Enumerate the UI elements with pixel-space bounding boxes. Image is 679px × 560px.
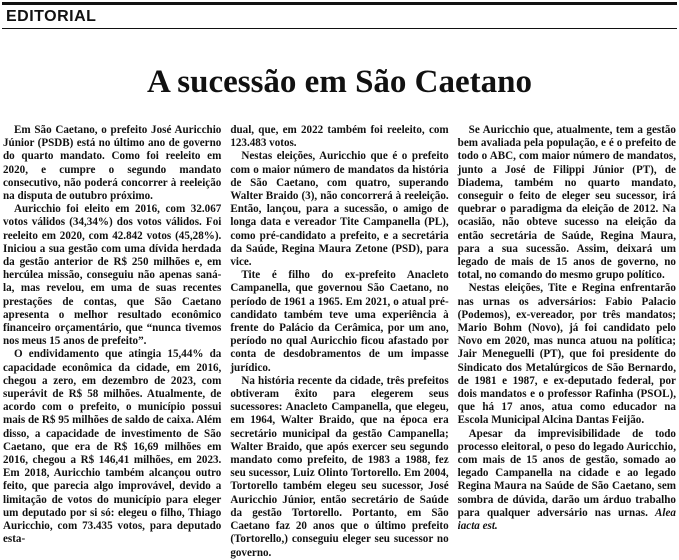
paragraph: Na história recente da cidade, três prefeitos obtiveram êxito para elegerem seus sucessores: Anacleto Campanella, que elegeu, em 1964, Walter Braido, que na época era secretário municipal da gestão Campanella; Walter Braido, que após exercer seu segundo mandato como prefeito, de 1983 a 1988, fez seu sucessor, Luiz Olinto Tortorello. Em 2004, Tortorello também elegeu seu sucessor, José Auricchio Júnior, então secretário de Saúde da gestão Tortorello. Portanto, em São Caetano faz 20 anos que o último prefeito (Tortorello,) conseguiu eleger seu sucessor no governo. <box>230 374 449 559</box>
article-column-2 <box>230 124 449 559</box>
article-column-1 <box>3 124 222 546</box>
paragraph: O endividamento que atingia 15,44% da capacidade econômica da cidade, em 2016, chegou a zero, em dezembro de 2023, com superávit de R$ 58 milhões. Atualmente, de acordo com o prefeito, o município possui mais de R$ 95 milhões de saldo de caixa. Além disso, a capacidade de investimento de São Caetano, que era de R$ 16,69 milhões em 2016, chegou a R$ 146,41 milhões, em 2023. Em 2018, Auricchio também alcançou outro feito, que parecia algo improvável, devido a limitação de votos do município para eleger um deputado por si só: elegeu o filho, Thiago Auricchio, com 73.435 votos, para deputado esta- <box>3 348 222 546</box>
section-label: EDITORIAL <box>6 8 97 25</box>
paragraph-continuation: dual, que, em 2022 também foi reeleito, com 123.483 votos. <box>230 124 449 150</box>
paragraph: Tite é filho do ex-prefeito Anacleto Campanella, que governou São Caetano, no período de 1961 a 1965. Em 2021, o atual pré-candidato também teve uma experiência à frente do Palácio da Cerâmica, por um ano, período no qual Auricchio ficou afastado por conta de desdobramentos de um impasse jurídico. <box>230 269 449 374</box>
paragraph: Nestas eleições, Auricchio que é o prefeito com o maior número de mandatos da história de São Caetano, com quatro, superando Walter Braido (3), não concorrerá à reeleição. Então, lançou, para a sucessão, o amigo de longa data e vereador Tite Campanella (PL), como pré-candidato a prefeito, e a secretária da Saúde, Regina Maura Zetone (PSD), para vice. <box>230 150 449 269</box>
section-header-bar <box>2 2 677 29</box>
paragraph-text: Apesar da imprevisibilidade de todo processo eleitoral, o peso do legado Auricchio, com mais de 15 anos de gestão, somado ao legado Campanella na cidade e ao legado Regina Maura na Saúde de São Caetano, sem sombra de dúvida, darão um árduo trabalho para qualquer adversário nas urnas. <box>457 427 676 519</box>
paragraph: Nestas eleições, Tite e Regina enfrentarão nas urnas os adversários: Fabio Palacio (Podemos), ex-vereador, por três mandatos; Mario Bohm (Novo), já foi candidato pelo Novo em 2020, mas nunca atuou na política; Jair Meneguelli (PT), que foi presidente do Sindicato dos Metalúrgicos de São Bernardo, de 1981 e 1987, e ex-deputado federal, por dois mandatos e o professor Rafinha (PSOL), que há 17 anos, atua como educador na Escola Municipal Alcina Dantas Feijão. <box>457 282 676 427</box>
paragraph: Em São Caetano, o prefeito José Auricchio Júnior (PSDB) está no último ano de governo do quarto mandato. Como foi reeleito em 2020, e cumpre o segundo mandato consecutivo, não poderá concorrer à reeleição na disputa de outubro próximo. <box>3 124 222 203</box>
paragraph: Auricchio foi eleito em 2016, com 32.067 votos válidos (34,34%) dos votos válidos. Foi reeleito em 2020, com 42.842 votos (45,28%). Iniciou a sua gestão com uma dívida herdada da gestão anterior de R$ 250 milhões e, em hercúlea missão, conseguiu não apenas saná-la, mas revelou, em uma de suas recentes prestações de contas, que São Caetano apresenta o melhor resultado econômico financeiro orçamentário, que “nunca tivemos nos meus 15 anos de prefeito”. <box>3 203 222 348</box>
article-column-3 <box>458 124 676 542</box>
paragraph: Se Auricchio que, atualmente, tem a gestão bem avaliada pela população, e é o prefeito de todo o ABC, com maior número de mandatos, junto a José de Filippi Júnior (PT), de Diadema, também no quarto mandato, conseguir o feito de eleger seu sucessor, irá quebrar o paradigma da eleição de 2012. Na ocasião, não obteve sucesso na eleição da então secretária de Saúde, Regina Maura, para a sua sucessão. Assim, deixará um legado de mais de 15 anos de governo, no total, no comando do mesmo grupo político. <box>457 124 676 282</box>
article-headline: A sucessão em São Caetano <box>147 64 532 100</box>
paragraph <box>458 428 676 534</box>
article-body <box>3 124 676 559</box>
closing-phrase: Alea iacta est. <box>457 506 676 533</box>
